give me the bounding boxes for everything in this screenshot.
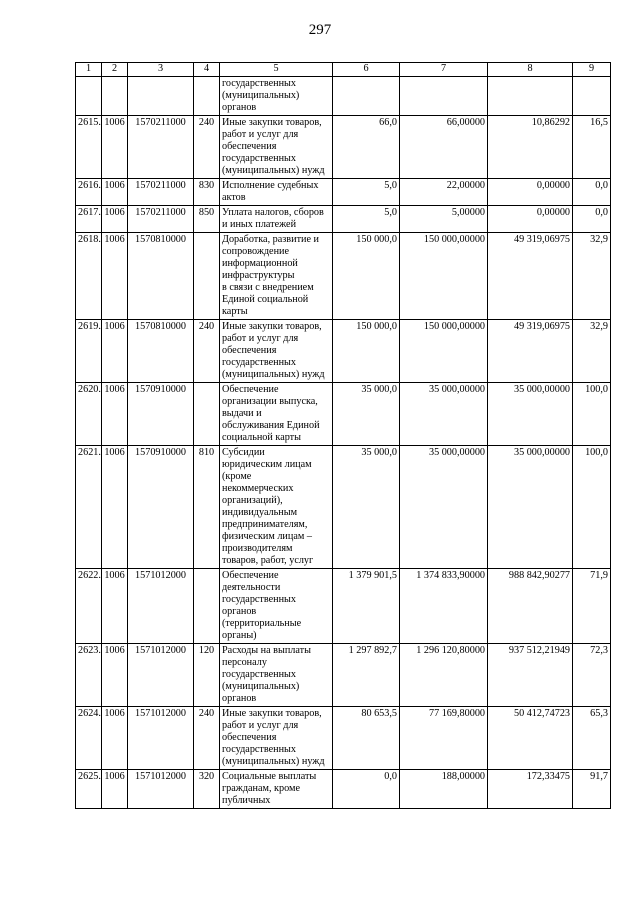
section-code-cell [102,77,128,116]
row-number-cell: 2624. [76,707,102,770]
expense-type-cell: 240 [194,116,220,179]
expense-type-cell: 240 [194,707,220,770]
item-name-cell: государственных (муниципальных) органов [220,77,333,116]
executed-amount-cell: 937 512,21949 [488,644,573,707]
refined-amount-cell: 1 374 833,90000 [400,569,488,644]
table-row [76,320,611,383]
expense-type-cell: 320 [194,770,220,809]
expense-type-cell [194,77,220,116]
execution-percent-cell: 32,9 [573,233,611,320]
target-article-cell: 1571012000 [128,569,194,644]
table-row [76,770,611,809]
approved-amount-cell: 0,0 [333,770,400,809]
column-header-8: 8 [488,63,573,77]
header-row [76,63,611,77]
row-number-cell: 2625. [76,770,102,809]
target-article-cell: 1571012000 [128,770,194,809]
executed-amount-cell: 0,00000 [488,179,573,206]
item-name-cell: Обеспечение организации выпуска, выдачи и обслуживания Единой социальной карты [220,383,333,446]
column-header-7: 7 [400,63,488,77]
execution-percent-cell: 91,7 [573,770,611,809]
target-article-cell: 1571012000 [128,707,194,770]
approved-amount-cell: 35 000,0 [333,446,400,569]
execution-percent-cell: 72,3 [573,644,611,707]
target-article-cell: 1570810000 [128,233,194,320]
column-header-4: 4 [194,63,220,77]
row-number-cell: 2619. [76,320,102,383]
row-number-cell: 2617. [76,206,102,233]
expense-type-cell [194,233,220,320]
execution-percent-cell: 100,0 [573,446,611,569]
expense-type-cell: 850 [194,206,220,233]
column-header-2: 2 [102,63,128,77]
target-article-cell [128,77,194,116]
table-row [76,77,611,116]
row-number-cell: 2615. [76,116,102,179]
execution-percent-cell: 0,0 [573,179,611,206]
refined-amount-cell: 66,00000 [400,116,488,179]
item-name-cell: Социальные выплаты гражданам, кроме публичных [220,770,333,809]
executed-amount-cell: 35 000,00000 [488,383,573,446]
row-number-cell [76,77,102,116]
target-article-cell: 1570910000 [128,383,194,446]
refined-amount-cell: 1 296 120,80000 [400,644,488,707]
target-article-cell: 1571012000 [128,644,194,707]
column-header-5: 5 [220,63,333,77]
refined-amount-cell: 77 169,80000 [400,707,488,770]
target-article-cell: 1570211000 [128,179,194,206]
table-row [76,569,611,644]
section-code-cell: 1006 [102,233,128,320]
item-name-cell: Иные закупки товаров, работ и услуг для обеспечения государственных (муниципальных) нужд [220,707,333,770]
section-code-cell: 1006 [102,320,128,383]
execution-percent-cell: 65,3 [573,707,611,770]
section-code-cell: 1006 [102,179,128,206]
section-code-cell: 1006 [102,383,128,446]
table-row [76,707,611,770]
execution-percent-cell: 0,0 [573,206,611,233]
executed-amount-cell: 0,00000 [488,206,573,233]
executed-amount-cell: 35 000,00000 [488,446,573,569]
table-row [76,206,611,233]
section-code-cell: 1006 [102,770,128,809]
executed-amount-cell: 50 412,74723 [488,707,573,770]
approved-amount-cell: 1 297 892,7 [333,644,400,707]
table-body [76,77,611,809]
refined-amount-cell: 150 000,00000 [400,233,488,320]
expense-type-cell: 830 [194,179,220,206]
item-name-cell: Субсидии юридическим лицам (кроме некоммерческих организаций), индивидуальным предпринимателям, физическим лицам – производителям товаров, работ, услуг [220,446,333,569]
approved-amount-cell: 80 653,5 [333,707,400,770]
executed-amount-cell: 988 842,90277 [488,569,573,644]
column-header-3: 3 [128,63,194,77]
approved-amount-cell: 5,0 [333,179,400,206]
approved-amount-cell: 5,0 [333,206,400,233]
target-article-cell: 1570211000 [128,116,194,179]
refined-amount-cell: 150 000,00000 [400,320,488,383]
execution-percent-cell: 32,9 [573,320,611,383]
approved-amount-cell [333,77,400,116]
section-code-cell: 1006 [102,446,128,569]
page-number: 297 [308,22,332,38]
section-code-cell: 1006 [102,644,128,707]
executed-amount-cell [488,77,573,116]
row-number-cell: 2621. [76,446,102,569]
table-row [76,446,611,569]
refined-amount-cell [400,77,488,116]
approved-amount-cell: 1 379 901,5 [333,569,400,644]
execution-percent-cell: 71,9 [573,569,611,644]
table-row [76,233,611,320]
section-code-cell: 1006 [102,569,128,644]
target-article-cell: 1570810000 [128,320,194,383]
section-code-cell: 1006 [102,116,128,179]
executed-amount-cell: 172,33475 [488,770,573,809]
approved-amount-cell: 150 000,0 [333,233,400,320]
table-row [76,179,611,206]
row-number-cell: 2622. [76,569,102,644]
row-number-cell: 2618. [76,233,102,320]
item-name-cell: Иные закупки товаров, работ и услуг для обеспечения государственных (муниципальных) нужд [220,116,333,179]
budget-table [75,62,611,809]
section-code-cell: 1006 [102,206,128,233]
approved-amount-cell: 66,0 [333,116,400,179]
column-header-6: 6 [333,63,400,77]
item-name-cell: Расходы на выплаты персоналу государственных (муниципальных) органов [220,644,333,707]
item-name-cell: Доработка, развитие и сопровождение информационной инфраструктуры в связи с внедрением Единой социальной карты [220,233,333,320]
table-row [76,644,611,707]
refined-amount-cell: 35 000,00000 [400,446,488,569]
refined-amount-cell: 5,00000 [400,206,488,233]
section-code-cell: 1006 [102,707,128,770]
target-article-cell: 1570910000 [128,446,194,569]
approved-amount-cell: 150 000,0 [333,320,400,383]
expense-type-cell [194,383,220,446]
row-number-cell: 2616. [76,179,102,206]
row-number-cell: 2623. [76,644,102,707]
executed-amount-cell: 49 319,06975 [488,233,573,320]
execution-percent-cell: 100,0 [573,383,611,446]
table-row [76,116,611,179]
expense-type-cell: 810 [194,446,220,569]
row-number-cell: 2620. [76,383,102,446]
expense-type-cell: 120 [194,644,220,707]
item-name-cell: Иные закупки товаров, работ и услуг для обеспечения государственных (муниципальных) нужд [220,320,333,383]
item-name-cell: Исполнение судебных актов [220,179,333,206]
column-header-9: 9 [573,63,611,77]
execution-percent-cell: 16,5 [573,116,611,179]
execution-percent-cell [573,77,611,116]
expense-type-cell: 240 [194,320,220,383]
refined-amount-cell: 22,00000 [400,179,488,206]
refined-amount-cell: 35 000,00000 [400,383,488,446]
table-row [76,383,611,446]
target-article-cell: 1570211000 [128,206,194,233]
refined-amount-cell: 188,00000 [400,770,488,809]
expense-type-cell [194,569,220,644]
executed-amount-cell: 49 319,06975 [488,320,573,383]
item-name-cell: Уплата налогов, сборов и иных платежей [220,206,333,233]
item-name-cell: Обеспечение деятельности государственных органов (территориальные органы) [220,569,333,644]
column-header-1: 1 [76,63,102,77]
approved-amount-cell: 35 000,0 [333,383,400,446]
executed-amount-cell: 10,86292 [488,116,573,179]
